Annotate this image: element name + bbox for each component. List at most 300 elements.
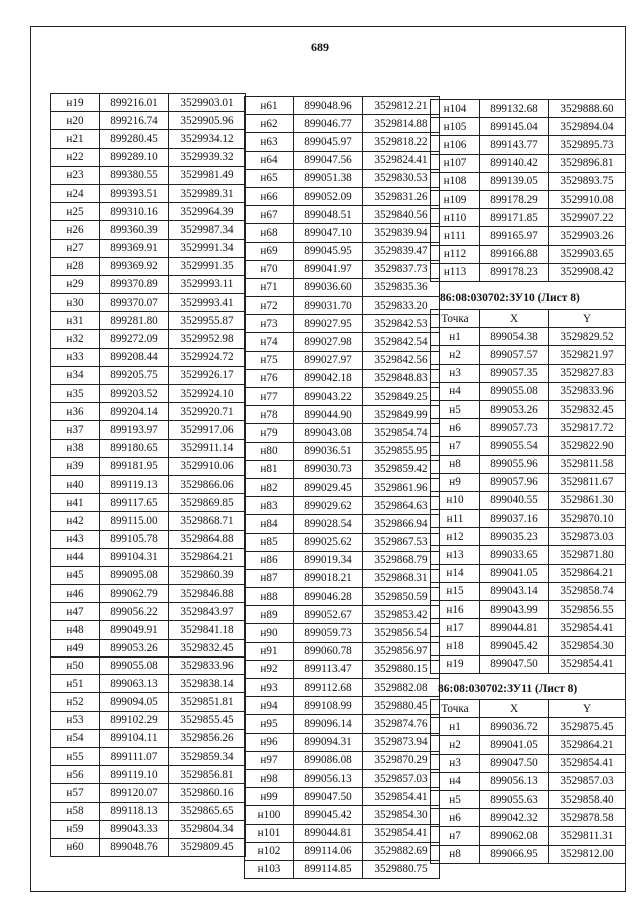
x-coordinate-cell: 899066.95 — [480, 845, 549, 863]
x-coordinate-cell: 899118.13 — [100, 802, 169, 820]
table-row — [51, 294, 246, 312]
table-row — [431, 718, 626, 736]
y-coordinate-cell: 3529905.96 — [169, 112, 246, 130]
x-coordinate-cell: 899043.14 — [480, 582, 549, 600]
table-row — [245, 515, 440, 533]
table-row — [245, 333, 440, 351]
x-coordinate-cell: 899139.05 — [480, 172, 549, 190]
y-coordinate-cell: 3529865.65 — [169, 802, 246, 820]
y-coordinate-cell: 3529858.40 — [549, 790, 626, 808]
point-id-cell: н90 — [245, 624, 294, 642]
y-coordinate-cell: 3529910.06 — [169, 457, 246, 475]
y-coordinate-cell: 3529829.52 — [549, 328, 626, 346]
y-coordinate-cell: 3529864.88 — [169, 530, 246, 548]
y-coordinate-cell: 3529817.72 — [549, 419, 626, 437]
table-row — [431, 528, 626, 546]
table-row — [245, 624, 440, 642]
x-coordinate-cell: 899045.95 — [294, 242, 363, 260]
y-coordinate-cell: 3529831.26 — [363, 187, 440, 205]
point-id-cell: н32 — [51, 330, 100, 348]
x-coordinate-cell: 899114.85 — [294, 860, 363, 878]
point-id-cell: н31 — [51, 312, 100, 330]
y-coordinate-cell: 3529987.34 — [169, 221, 246, 239]
table-row — [51, 348, 246, 366]
y-coordinate-cell: 3529864.21 — [169, 548, 246, 566]
point-id-cell: н13 — [431, 546, 480, 564]
point-id-cell: н66 — [245, 187, 294, 205]
table-header-cell: Y — [549, 700, 626, 718]
y-coordinate-cell: 3529830.53 — [363, 169, 440, 187]
point-id-cell: н106 — [431, 136, 480, 154]
point-id-cell: н102 — [245, 842, 294, 860]
point-id-cell: н37 — [51, 421, 100, 439]
x-coordinate-cell: 899057.73 — [480, 419, 549, 437]
x-coordinate-cell: 899059.73 — [294, 624, 363, 642]
y-coordinate-cell: 3529854.30 — [363, 806, 440, 824]
point-id-cell: н88 — [245, 588, 294, 606]
y-coordinate-cell: 3529837.73 — [363, 260, 440, 278]
point-id-cell: н55 — [51, 747, 100, 765]
y-coordinate-cell: 3529866.06 — [169, 475, 246, 493]
x-coordinate-cell: 899289.10 — [100, 148, 169, 166]
table-row — [431, 245, 626, 263]
point-id-cell: н8 — [431, 455, 480, 473]
point-id-cell: н39 — [51, 457, 100, 475]
x-coordinate-cell: 899208.44 — [100, 348, 169, 366]
x-coordinate-cell: 899111.07 — [100, 747, 169, 765]
point-id-cell: н19 — [51, 94, 100, 112]
point-id-cell: н52 — [51, 693, 100, 711]
x-coordinate-cell: 899029.45 — [294, 478, 363, 496]
table-row — [431, 382, 626, 400]
point-id-cell: н48 — [51, 621, 100, 639]
table-row — [431, 619, 626, 637]
y-coordinate-cell: 3529952.98 — [169, 330, 246, 348]
y-coordinate-cell: 3529991.35 — [169, 257, 246, 275]
table-row — [245, 679, 440, 697]
table-row — [245, 442, 440, 460]
table-row — [431, 263, 626, 281]
table-row — [245, 169, 440, 187]
x-coordinate-cell: 899018.21 — [294, 569, 363, 587]
x-coordinate-cell: 899105.78 — [100, 530, 169, 548]
table-row — [51, 166, 246, 184]
x-coordinate-cell: 899043.33 — [100, 820, 169, 838]
x-coordinate-cell: 899104.31 — [100, 548, 169, 566]
y-coordinate-cell: 3529856.26 — [169, 729, 246, 747]
x-coordinate-cell: 899205.75 — [100, 366, 169, 384]
section-title-zu11: 86:08:030702:ЗУ11 (Лист 8) — [438, 683, 578, 695]
table-row — [51, 366, 246, 384]
table-header-cell: Y — [549, 310, 626, 328]
table-row — [51, 385, 246, 403]
x-coordinate-cell: 899165.97 — [480, 227, 549, 245]
point-id-cell: н56 — [51, 766, 100, 784]
y-coordinate-cell: 3529861.30 — [549, 491, 626, 509]
y-coordinate-cell: 3529842.53 — [363, 315, 440, 333]
x-coordinate-cell: 899114.06 — [294, 842, 363, 860]
y-coordinate-cell: 3529893.75 — [549, 172, 626, 190]
x-coordinate-cell: 899096.14 — [294, 715, 363, 733]
x-coordinate-cell: 899178.29 — [480, 190, 549, 208]
table-header-cell: X — [480, 310, 549, 328]
x-coordinate-cell: 899094.31 — [294, 733, 363, 751]
page-number: 689 — [311, 40, 329, 54]
y-coordinate-cell: 3529908.42 — [549, 263, 626, 281]
table-row — [245, 369, 440, 387]
x-coordinate-cell: 899027.98 — [294, 333, 363, 351]
table-row — [245, 806, 440, 824]
x-coordinate-cell: 899047.56 — [294, 151, 363, 169]
table-row — [245, 660, 440, 678]
y-coordinate-cell: 3529812.21 — [363, 97, 440, 115]
y-coordinate-cell: 3529846.88 — [169, 585, 246, 603]
table-row — [51, 275, 246, 293]
coordinates-table-zu10 — [430, 309, 626, 674]
y-coordinate-cell: 3529867.53 — [363, 533, 440, 551]
point-id-cell: н51 — [51, 675, 100, 693]
y-coordinate-cell: 3529856.81 — [169, 766, 246, 784]
x-coordinate-cell: 899055.08 — [480, 382, 549, 400]
y-coordinate-cell: 3529833.20 — [363, 297, 440, 315]
point-id-cell: н24 — [51, 184, 100, 202]
x-coordinate-cell: 899055.08 — [100, 657, 169, 675]
point-id-cell: н84 — [245, 515, 294, 533]
x-coordinate-cell: 899048.76 — [100, 838, 169, 856]
table-row — [51, 657, 246, 675]
point-id-cell: н80 — [245, 442, 294, 460]
y-coordinate-cell: 3529864.21 — [549, 736, 626, 754]
y-coordinate-cell: 3529818.22 — [363, 133, 440, 151]
table-header-cell: X — [480, 700, 549, 718]
point-id-cell: н53 — [51, 711, 100, 729]
point-id-cell: н63 — [245, 133, 294, 151]
x-coordinate-cell: 899057.96 — [480, 473, 549, 491]
point-id-cell: н82 — [245, 478, 294, 496]
x-coordinate-cell: 899055.96 — [480, 455, 549, 473]
table-row — [245, 351, 440, 369]
point-id-cell: н93 — [245, 679, 294, 697]
x-coordinate-cell: 899042.18 — [294, 369, 363, 387]
x-coordinate-cell: 899119.13 — [100, 475, 169, 493]
x-coordinate-cell: 899393.51 — [100, 184, 169, 202]
y-coordinate-cell: 3529981.49 — [169, 166, 246, 184]
table-row — [51, 312, 246, 330]
y-coordinate-cell: 3529841.18 — [169, 621, 246, 639]
table-row — [245, 478, 440, 496]
point-id-cell: н47 — [51, 603, 100, 621]
y-coordinate-cell: 3529920.71 — [169, 403, 246, 421]
x-coordinate-cell: 899203.52 — [100, 385, 169, 403]
y-coordinate-cell: 3529989.31 — [169, 184, 246, 202]
point-id-cell: н41 — [51, 494, 100, 512]
point-id-cell: н19 — [431, 655, 480, 673]
y-coordinate-cell: 3529859.42 — [363, 460, 440, 478]
y-coordinate-cell: 3529955.87 — [169, 312, 246, 330]
x-coordinate-cell: 899047.50 — [294, 788, 363, 806]
y-coordinate-cell: 3529854.41 — [363, 824, 440, 842]
point-id-cell: н70 — [245, 260, 294, 278]
table-row — [431, 209, 626, 227]
y-coordinate-cell: 3529926.17 — [169, 366, 246, 384]
point-id-cell: н74 — [245, 333, 294, 351]
x-coordinate-cell: 899055.63 — [480, 790, 549, 808]
point-id-cell: н59 — [51, 820, 100, 838]
point-id-cell: н7 — [431, 827, 480, 845]
x-coordinate-cell: 899047.50 — [480, 754, 549, 772]
y-coordinate-cell: 3529851.81 — [169, 693, 246, 711]
section-title-zu10: 86:08:030702:ЗУ10 (Лист 8) — [440, 292, 580, 304]
x-coordinate-cell: 899055.54 — [480, 437, 549, 455]
point-id-cell: н1 — [431, 328, 480, 346]
point-id-cell: н4 — [431, 382, 480, 400]
y-coordinate-cell: 3529854.41 — [549, 619, 626, 637]
point-id-cell: н78 — [245, 406, 294, 424]
point-id-cell: н97 — [245, 751, 294, 769]
point-id-cell: н61 — [245, 97, 294, 115]
point-id-cell: н105 — [431, 118, 480, 136]
x-coordinate-cell: 899062.08 — [480, 827, 549, 845]
y-coordinate-cell: 3529850.59 — [363, 588, 440, 606]
x-coordinate-cell: 899044.81 — [294, 824, 363, 842]
table-row — [51, 184, 246, 202]
y-coordinate-cell: 3529854.30 — [549, 637, 626, 655]
table-header-row — [431, 700, 626, 718]
x-coordinate-cell: 899360.39 — [100, 221, 169, 239]
table-row — [51, 257, 246, 275]
table-row — [51, 94, 246, 112]
x-coordinate-cell: 899054.38 — [480, 328, 549, 346]
x-coordinate-cell: 899380.55 — [100, 166, 169, 184]
point-id-cell: н62 — [245, 115, 294, 133]
x-coordinate-cell: 899119.10 — [100, 766, 169, 784]
coordinates-table-column-1-continued — [50, 656, 246, 857]
table-row — [51, 130, 246, 148]
x-coordinate-cell: 899044.81 — [480, 619, 549, 637]
table-row — [245, 460, 440, 478]
table-row — [245, 424, 440, 442]
table-row — [51, 512, 246, 530]
point-id-cell: н29 — [51, 275, 100, 293]
y-coordinate-cell: 3529896.81 — [549, 154, 626, 172]
point-id-cell: н96 — [245, 733, 294, 751]
y-coordinate-cell: 3529849.99 — [363, 406, 440, 424]
table-row — [431, 655, 626, 673]
y-coordinate-cell: 3529833.96 — [549, 382, 626, 400]
point-id-cell: н25 — [51, 203, 100, 221]
table-row — [431, 637, 626, 655]
y-coordinate-cell: 3529804.34 — [169, 820, 246, 838]
table-row — [245, 206, 440, 224]
y-coordinate-cell: 3529839.47 — [363, 242, 440, 260]
table-row — [245, 788, 440, 806]
y-coordinate-cell: 3529855.45 — [169, 711, 246, 729]
x-coordinate-cell: 899048.96 — [294, 97, 363, 115]
table-row — [245, 715, 440, 733]
table-row — [431, 736, 626, 754]
table-row — [431, 419, 626, 437]
y-coordinate-cell: 3529964.39 — [169, 203, 246, 221]
x-coordinate-cell: 899027.95 — [294, 315, 363, 333]
x-coordinate-cell: 899019.34 — [294, 551, 363, 569]
table-row — [51, 148, 246, 166]
x-coordinate-cell: 899145.04 — [480, 118, 549, 136]
y-coordinate-cell: 3529859.34 — [169, 747, 246, 765]
table-row — [245, 769, 440, 787]
table-row — [245, 642, 440, 660]
point-id-cell: н95 — [245, 715, 294, 733]
y-coordinate-cell: 3529856.97 — [363, 642, 440, 660]
y-coordinate-cell: 3529910.08 — [549, 190, 626, 208]
x-coordinate-cell: 899140.42 — [480, 154, 549, 172]
point-id-cell: н91 — [245, 642, 294, 660]
table-row — [431, 845, 626, 863]
x-coordinate-cell: 899062.79 — [100, 585, 169, 603]
coordinates-table-column-2 — [244, 96, 440, 879]
y-coordinate-cell: 3529873.03 — [549, 528, 626, 546]
x-coordinate-cell: 899043.08 — [294, 424, 363, 442]
x-coordinate-cell: 899102.29 — [100, 711, 169, 729]
point-id-cell: н69 — [245, 242, 294, 260]
table-row — [51, 729, 246, 747]
x-coordinate-cell: 899027.97 — [294, 351, 363, 369]
table-row — [51, 693, 246, 711]
x-coordinate-cell: 899043.99 — [480, 601, 549, 619]
point-id-cell: н85 — [245, 533, 294, 551]
table-row — [431, 227, 626, 245]
y-coordinate-cell: 3529888.60 — [549, 100, 626, 118]
x-coordinate-cell: 899113.47 — [294, 660, 363, 678]
point-id-cell: н14 — [431, 564, 480, 582]
y-coordinate-cell: 3529811.67 — [549, 473, 626, 491]
x-coordinate-cell: 899056.22 — [100, 603, 169, 621]
table-row — [431, 136, 626, 154]
point-id-cell: н109 — [431, 190, 480, 208]
point-id-cell: н75 — [245, 351, 294, 369]
x-coordinate-cell: 899047.50 — [480, 655, 549, 673]
table-row — [431, 100, 626, 118]
y-coordinate-cell: 3529857.03 — [549, 772, 626, 790]
x-coordinate-cell: 899369.91 — [100, 239, 169, 257]
table-header-cell: Точка — [431, 310, 480, 328]
x-coordinate-cell: 899104.11 — [100, 729, 169, 747]
y-coordinate-cell: 3529860.16 — [169, 784, 246, 802]
table-row — [51, 675, 246, 693]
y-coordinate-cell: 3529824.41 — [363, 151, 440, 169]
table-row — [51, 203, 246, 221]
coordinates-table-zu11 — [430, 699, 626, 864]
y-coordinate-cell: 3529855.95 — [363, 442, 440, 460]
table-row — [245, 187, 440, 205]
table-row — [245, 733, 440, 751]
y-coordinate-cell: 3529811.31 — [549, 827, 626, 845]
x-coordinate-cell: 899120.07 — [100, 784, 169, 802]
y-coordinate-cell: 3529880.15 — [363, 660, 440, 678]
x-coordinate-cell: 899036.51 — [294, 442, 363, 460]
y-coordinate-cell: 3529993.41 — [169, 294, 246, 312]
point-id-cell: н27 — [51, 239, 100, 257]
x-coordinate-cell: 899171.85 — [480, 209, 549, 227]
y-coordinate-cell: 3529868.31 — [363, 569, 440, 587]
point-id-cell: н86 — [245, 551, 294, 569]
x-coordinate-cell: 899112.68 — [294, 679, 363, 697]
y-coordinate-cell: 3529882.08 — [363, 679, 440, 697]
table-row — [51, 221, 246, 239]
table-row — [431, 118, 626, 136]
point-id-cell: н79 — [245, 424, 294, 442]
point-id-cell: н15 — [431, 582, 480, 600]
table-row — [245, 242, 440, 260]
y-coordinate-cell: 3529868.71 — [169, 512, 246, 530]
table-row — [51, 566, 246, 584]
table-row — [431, 400, 626, 418]
x-coordinate-cell: 899117.65 — [100, 494, 169, 512]
y-coordinate-cell: 3529991.34 — [169, 239, 246, 257]
x-coordinate-cell: 899272.09 — [100, 330, 169, 348]
coordinates-table-column-3 — [430, 99, 626, 282]
y-coordinate-cell: 3529903.26 — [549, 227, 626, 245]
table-row — [431, 473, 626, 491]
table-row — [431, 172, 626, 190]
x-coordinate-cell: 899042.32 — [480, 809, 549, 827]
table-row — [245, 388, 440, 406]
table-row — [51, 439, 246, 457]
table-row — [431, 328, 626, 346]
x-coordinate-cell: 899204.14 — [100, 403, 169, 421]
y-coordinate-cell: 3529854.74 — [363, 424, 440, 442]
y-coordinate-cell: 3529924.10 — [169, 385, 246, 403]
point-id-cell: н10 — [431, 491, 480, 509]
x-coordinate-cell: 899370.07 — [100, 294, 169, 312]
point-id-cell: н6 — [431, 419, 480, 437]
x-coordinate-cell: 899115.00 — [100, 512, 169, 530]
table-row — [51, 621, 246, 639]
y-coordinate-cell: 3529870.29 — [363, 751, 440, 769]
point-id-cell: н11 — [431, 510, 480, 528]
y-coordinate-cell: 3529878.58 — [549, 809, 626, 827]
y-coordinate-cell: 3529907.22 — [549, 209, 626, 227]
y-coordinate-cell: 3529864.63 — [363, 497, 440, 515]
point-id-cell: н73 — [245, 315, 294, 333]
x-coordinate-cell: 899056.13 — [294, 769, 363, 787]
point-id-cell: н50 — [51, 657, 100, 675]
point-id-cell: н65 — [245, 169, 294, 187]
x-coordinate-cell: 899041.05 — [480, 736, 549, 754]
coordinates-table-column-1 — [50, 93, 246, 658]
table-row — [245, 697, 440, 715]
table-header-row — [431, 310, 626, 328]
table-row — [51, 330, 246, 348]
table-row — [51, 585, 246, 603]
x-coordinate-cell: 899132.68 — [480, 100, 549, 118]
table-row — [245, 151, 440, 169]
y-coordinate-cell: 3529854.41 — [549, 655, 626, 673]
table-row — [245, 497, 440, 515]
table-row — [245, 606, 440, 624]
table-row — [431, 455, 626, 473]
x-coordinate-cell: 899280.45 — [100, 130, 169, 148]
x-coordinate-cell: 899051.38 — [294, 169, 363, 187]
y-coordinate-cell: 3529853.42 — [363, 606, 440, 624]
point-id-cell: н33 — [51, 348, 100, 366]
x-coordinate-cell: 899031.70 — [294, 297, 363, 315]
table-row — [51, 838, 246, 856]
x-coordinate-cell: 899108.99 — [294, 697, 363, 715]
point-id-cell: н100 — [245, 806, 294, 824]
point-id-cell: н108 — [431, 172, 480, 190]
table-row — [245, 133, 440, 151]
y-coordinate-cell: 3529866.94 — [363, 515, 440, 533]
